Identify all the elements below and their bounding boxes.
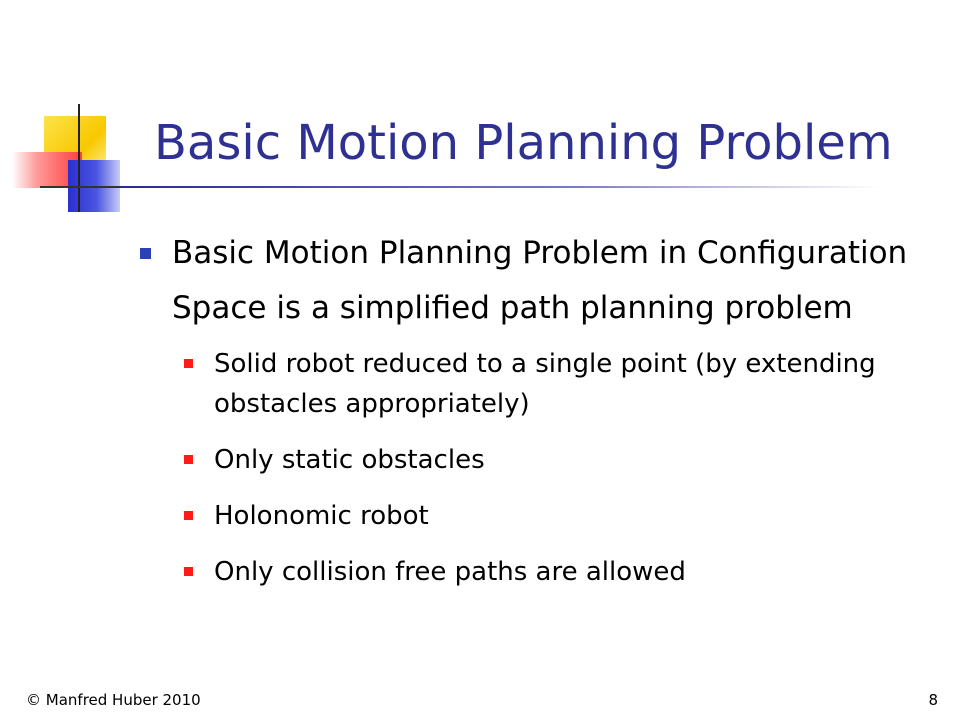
main-bullet [132,226,932,336]
main-bullet-text: Basic Motion Planning Problem in Configuration Space is a simplified path planning problem [172,235,908,326]
slide-title: Basic Motion Planning Problem [154,115,893,171]
page-number: 8 [928,691,938,709]
slide-content [132,226,932,608]
copyright-footer: © Manfred Huber 2010 [26,691,201,709]
sub-bullet [132,440,932,480]
sub-bullet-marker [184,359,193,368]
logo-vertical-line [78,104,80,212]
sub-bullet [132,344,932,424]
sub-bullet-marker [184,567,193,576]
sub-bullet [132,496,932,536]
main-bullet-marker [140,248,151,259]
sub-bullet [132,552,932,592]
sub-bullet-text: Only collision free paths are allowed [214,557,686,587]
title-underline [120,186,880,188]
sub-bullet-list [132,344,932,592]
sub-bullet-marker [184,455,193,464]
sub-bullet-text: Only static obstacles [214,445,485,475]
sub-bullet-marker [184,511,193,520]
sub-bullet-text: Holonomic robot [214,501,429,531]
sub-bullet-text: Solid robot reduced to a single point (by extending obstacles appropriately) [214,349,876,419]
